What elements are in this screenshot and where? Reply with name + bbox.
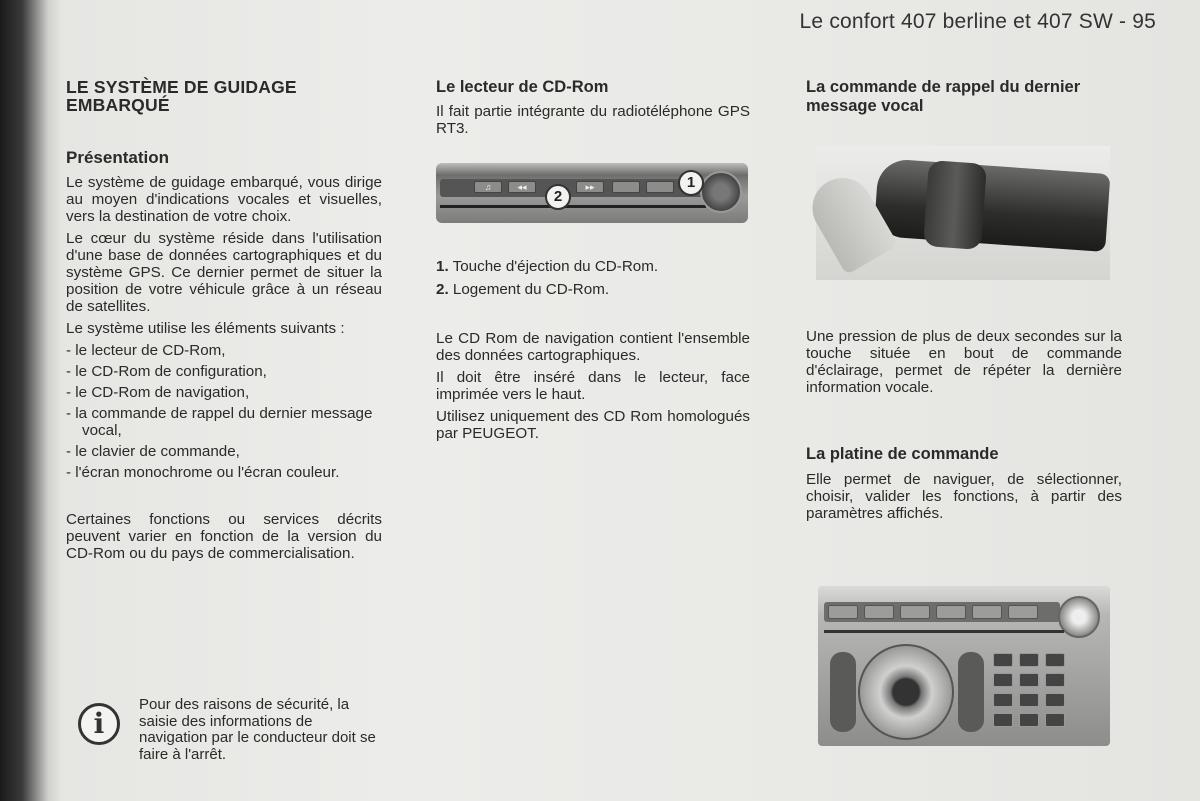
paragraph: Le système utilise les éléments suivants : (66, 320, 345, 337)
cd-slot (440, 205, 706, 208)
info-icon: i (78, 703, 120, 745)
list-item: - le CD-Rom de configuration, (66, 363, 382, 380)
column-left (66, 78, 382, 567)
control-panel-photo (818, 586, 1110, 746)
safety-note: Pour des raisons de sécurité, la saisie des informations de navigation par le conducteur doit se faire à l'arrêt. (139, 696, 376, 763)
list-item: - l'écran monochrome ou l'écran couleur. (66, 464, 382, 481)
elements-list (66, 342, 382, 481)
legend-item (436, 281, 750, 298)
paragraph: Elle permet de naviguer, de sélectionner, choisir, valider les fonctions, à partir des paramètres affichés. (806, 471, 1122, 522)
legend-number: 1. (436, 258, 449, 275)
list-item: - le lecteur de CD-Rom, (66, 342, 382, 359)
list-item: - le CD-Rom de navigation, (66, 384, 382, 401)
legend-text: Touche d'éjection du CD-Rom. (452, 258, 659, 275)
column-middle (436, 78, 750, 447)
paragraph: Il doit être inséré dans le lecteur, face imprimée vers le haut. (436, 369, 750, 403)
lighting-stalk-photo (816, 146, 1110, 280)
legend-number: 2. (436, 281, 449, 298)
subsection-title-cd-reader: Le lecteur de CD-Rom (436, 78, 609, 96)
legend-text: Logement du CD-Rom. (452, 281, 610, 298)
paragraph: Le CD Rom de navigation contient l'ensemble des données cartographiques. (436, 330, 750, 364)
navigation-dial (858, 644, 954, 740)
cd-player-illustration (436, 163, 748, 223)
eject-icon (1058, 596, 1100, 638)
keypad (990, 650, 1070, 734)
forward-icon: ▸▸ (576, 181, 604, 193)
subsection-title-control-panel: La platine de commande (806, 445, 999, 463)
paragraph: Utilisez uniquement des CD Rom homologués par PEUGEOT. (436, 408, 750, 442)
section-title: LE SYSTÈME DE GUIDAGE EMBARQUÉ (66, 77, 297, 115)
paragraph: Une pression de plus de deux secondes sur la touche située en bout de commande d'éclairage, permet de répéter la dernière information vocale. (806, 328, 1122, 396)
subsection-title-voice-recall: La commande de rappel du dernier message vocal (806, 78, 1081, 115)
paragraph: Certaines fonctions ou services décrits peuvent varier en fonction de la version du CD-Rom ou du pays de commercialisation. (66, 511, 382, 562)
list-item: - le clavier de commande, (66, 443, 382, 460)
legend-item (436, 258, 750, 275)
paragraph: Le cœur du système réside dans l'utilisation d'une base de données cartographiques et du système GPS. Ce dernier permet de situer la position de votre véhicule grâce à un réseau de satellites. (66, 230, 382, 315)
list-item: - la commande de rappel du dernier message vocal, (66, 405, 382, 439)
page-header: Le confort 407 berline et 407 SW - 95 (799, 10, 1156, 33)
paragraph: Il fait partie intégrante du radiotéléphone GPS RT3. (436, 103, 750, 137)
subsection-title-presentation: Présentation (66, 148, 169, 167)
eject-icon (700, 171, 742, 213)
callout-2: 2 (545, 184, 571, 210)
rewind-icon: ◂◂ (508, 181, 536, 193)
music-note-icon: ♫ (474, 181, 502, 193)
callout-1: 1 (678, 170, 704, 196)
paragraph: Le système de guidage embarqué, vous dirige au moyen d'indications vocales et visuelles, vers la destination de votre choix. (66, 174, 382, 225)
